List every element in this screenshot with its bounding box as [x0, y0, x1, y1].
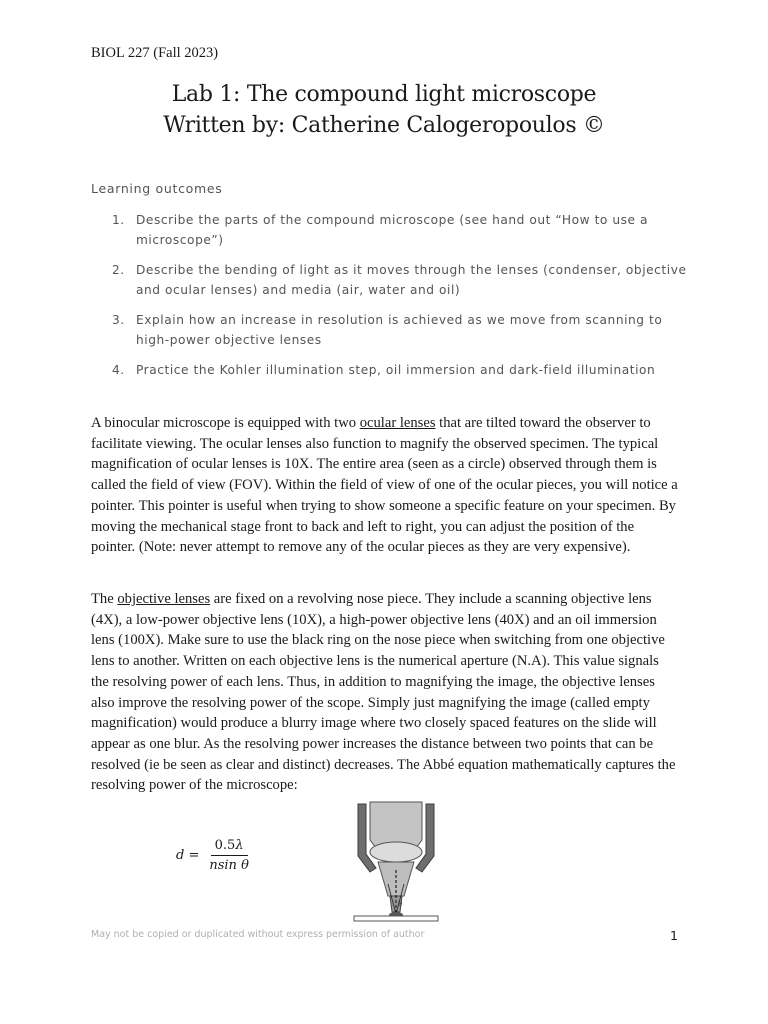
numerator-value: 0.5 — [214, 838, 236, 853]
list-item — [91, 360, 691, 380]
angle-theta-label: θ — [398, 900, 403, 908]
equation-lhs: d = — [176, 848, 200, 863]
paragraph-text: are fixed on a revolving nose piece. They include a scanning objective lens (4X), a low-power objective lens (10X), a high-power objective lens (40X) and an oil immersion lens (100X). Make sure to use the black ring on the nose piece when switching from one objective lens to another. Written on each objective lens is the numerical aperture (N.A). This value signals the resolving power of each lens. Thus, in addition to magnifying the image, the objective lenses also improve the resolving power of the scope. Simply just magnifying the image (called empty magnification) would produce a blurry image where two closely spaced features on the slide will appear as one blur. As the resolving power increases the distance between two points that can be resolved (ie be seen as clear and distinct) decreases. The Abbé equation mathematically captures the resolving power of the microscope: — [91, 591, 676, 794]
paragraph-text: that are tilted toward the observer to facilitate viewing. The ocular lenses also function to magnify the observed specimen. The typical magnification of ocular lenses is 10X. The entire area (seen as a circle) observed through them is called the field of view (FOV). Within the field of view of one of the ocular pieces, you will notice a pointer. This pointer is useful when trying to show someone a specific feature on your specimen. By moving the mechanical stage front to back and left to right, you can adjust the position of the pointer. (Note: never attempt to remove any of the ocular pieces as they are very expensive). — [91, 415, 678, 556]
list-item — [91, 260, 691, 300]
title-line-1: Lab 1: The compound light microscope — [171, 82, 597, 107]
course-header: BIOL 227 (Fall 2023) — [91, 45, 219, 61]
equation-denominator: nsin θ — [209, 858, 249, 873]
ocular-lenses-term: ocular lenses — [359, 415, 436, 431]
equation-fraction — [205, 838, 253, 873]
paragraph-objective-lenses — [91, 589, 679, 796]
paragraph-text: A binocular microscope is equipped with two — [91, 415, 360, 431]
abbe-equation — [176, 838, 253, 873]
list-item-text: Explain how an increase in resolution is achieved as we move from scanning to high-power objective lenses — [136, 313, 663, 347]
list-item-text: Practice the Kohler illumination step, oil immersion and dark-field illumination — [136, 363, 656, 377]
objective-lens-diagram — [350, 800, 442, 924]
lens-element-upper — [370, 842, 422, 862]
learning-outcomes-list — [91, 210, 691, 390]
paragraph-text: The — [91, 591, 118, 607]
list-item-number: 4. — [112, 363, 125, 377]
list-item-text: Describe the bending of light as it moves through the lenses (condenser, objective and ocular lenses) and media (air, water and oil) — [136, 263, 687, 297]
list-item-number: 2. — [112, 263, 125, 277]
list-item — [91, 210, 691, 250]
page-number: 1 — [670, 928, 678, 943]
microscope-slide — [354, 916, 438, 921]
list-item-number: 1. — [112, 213, 125, 227]
equation-numerator — [211, 838, 248, 856]
copyright-notice: May not be copied or duplicated without express permission of author — [91, 929, 425, 940]
title-line-2: Written by: Catherine Calogeropoulos © — [163, 113, 605, 138]
list-item — [91, 310, 691, 350]
learning-outcomes-heading: Learning outcomes — [91, 181, 223, 196]
paragraph-ocular-lenses — [91, 413, 679, 558]
objective-lenses-term: objective lenses — [117, 591, 211, 607]
list-item-text: Describe the parts of the compound microscope (see hand out “How to use a microscope”) — [136, 213, 648, 247]
document-title — [0, 79, 768, 141]
list-item-number: 3. — [112, 313, 125, 327]
lambda-symbol: λ — [235, 838, 244, 853]
